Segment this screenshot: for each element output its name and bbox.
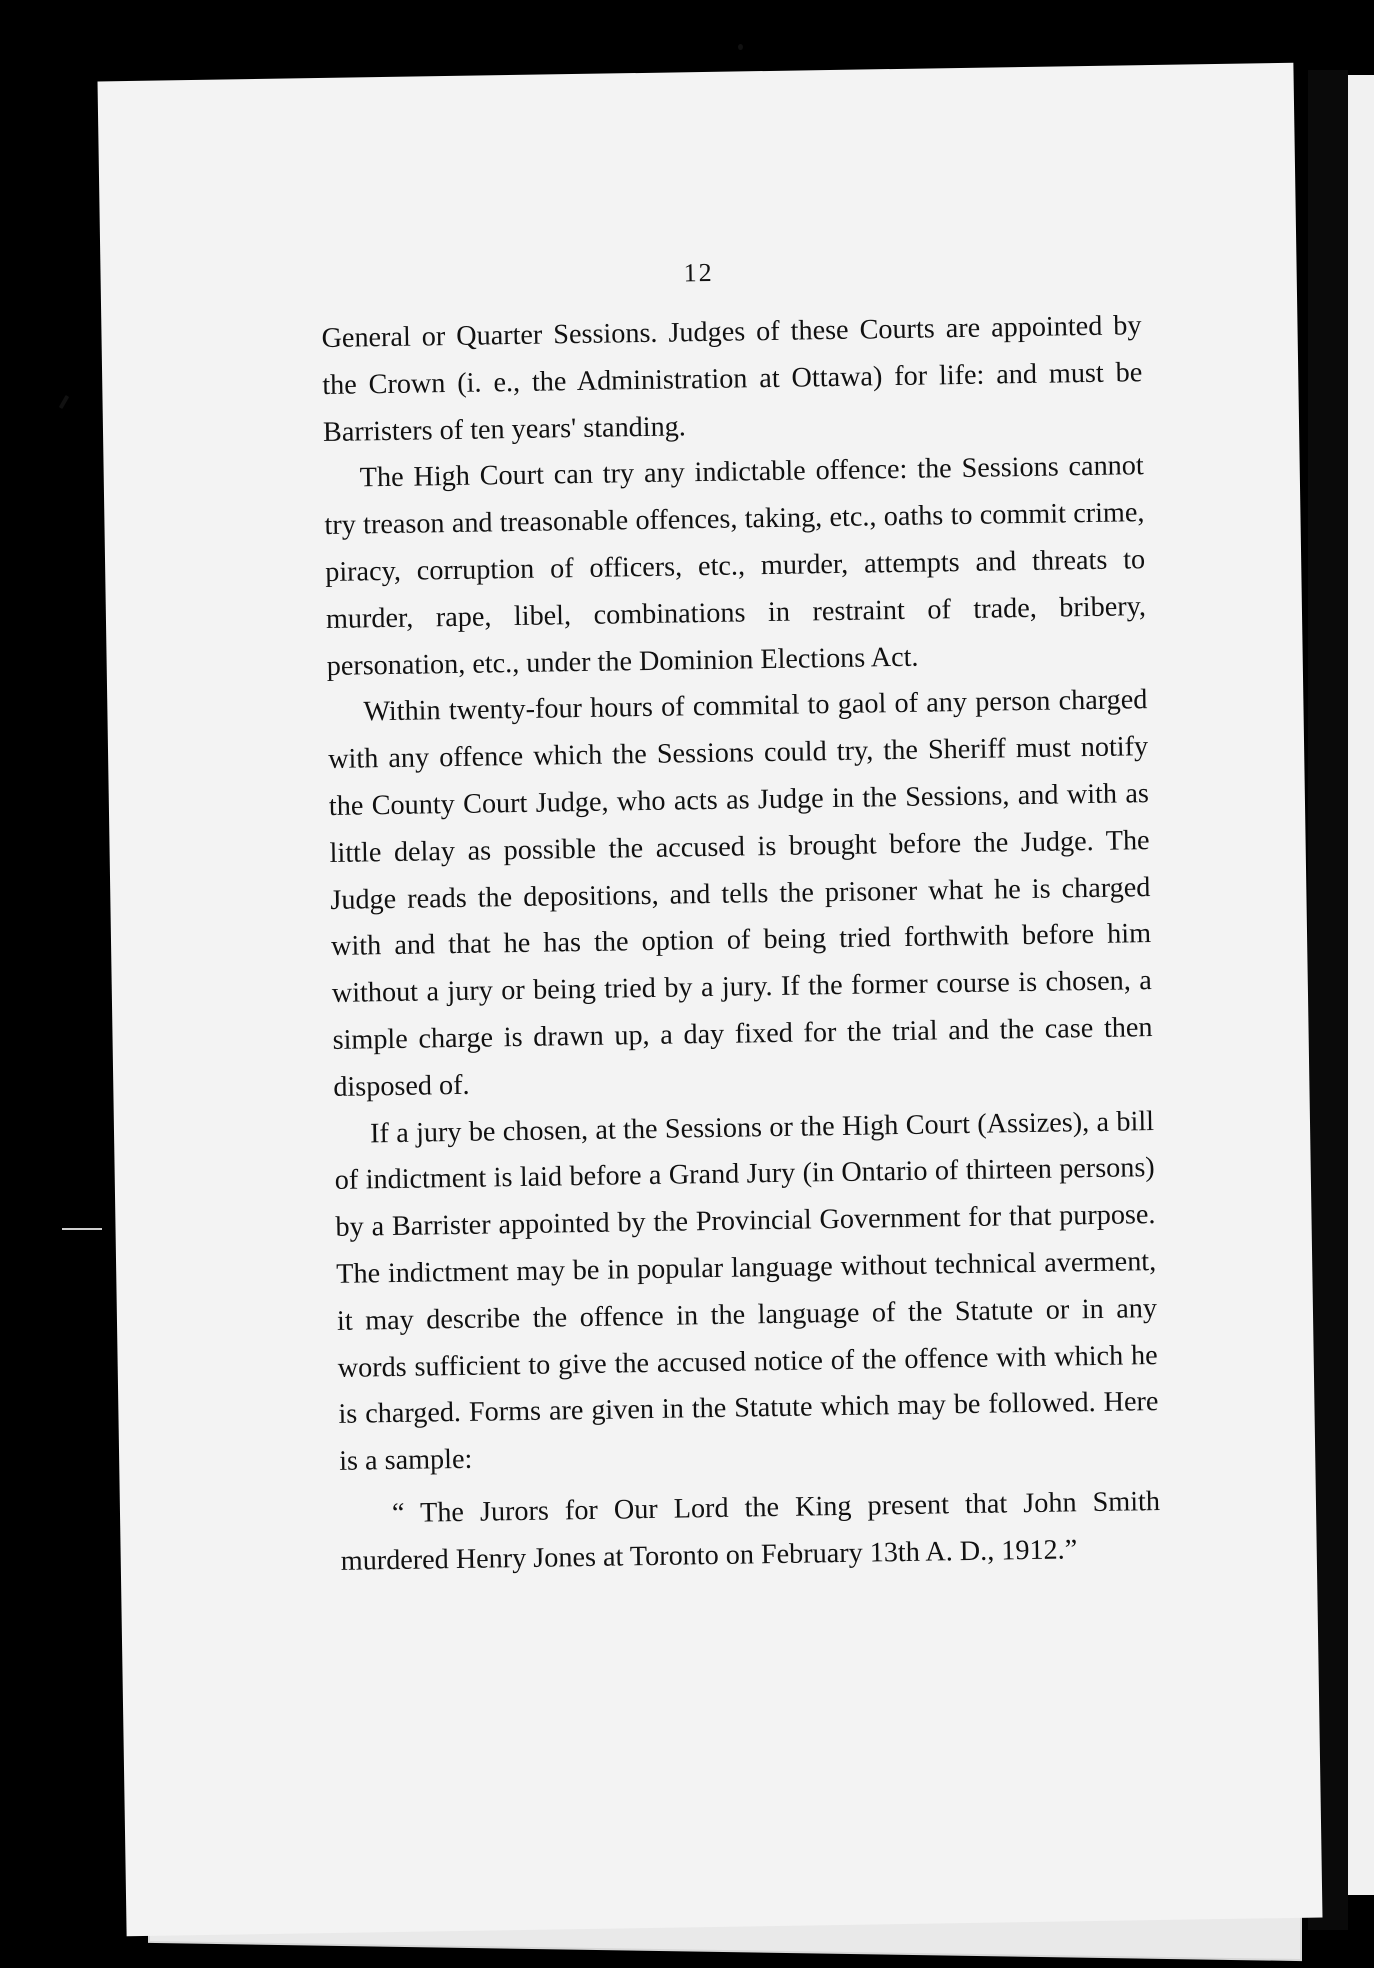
paragraph-sessions-judges: General or Quarter Sessions. Judges of these Courts are appointed by the Crown (i. e., the Administration at Ottawa) for life: and must be Barristers of ten years' standing. [321, 310, 1143, 448]
paragraph-committal-procedure: Within twenty-four hours of commital to gaol of any person charged with any offence which the Sessions could try, the Sheriff must notify the County Court Judge, who acts as Judge in the Sessions, and with as little delay as possible the accused is brought before the Judge. The Judge reads the depositions, and tells the prisoner what he is charged with and that he has the option of being tried forthwith before him without a jury or being tried by a jury. If the former course is chosen, a simple charge is drawn up, a day fixed for the trial and the case then disposed of. [327, 684, 1153, 1103]
scan-speck [59, 395, 69, 409]
scan-speck [738, 44, 743, 50]
book-page [98, 63, 1323, 1937]
facing-page-edge [1348, 75, 1374, 1895]
page-body [321, 303, 1161, 1585]
sample-indictment-quote: “ The Jurors for Our Lord the King present that John Smith murdered Henry Jones at Toronto on February 13th A. D., 1912.” [340, 1485, 1161, 1577]
paragraph-high-court-jurisdiction: The High Court can try any indictable offence: the Sessions cannot try treason and treasonable offences, taking, etc., oaths to commit crime, piracy, corruption of officers, etc., murder, attempts and threats to murder, rape, libel, combinations in restraint of trade, bribery, personation, etc., under the Dominion Elections Act. [324, 450, 1147, 682]
scan-edge-mark [62, 1228, 102, 1230]
page-number: 12 [683, 257, 714, 288]
paragraph-jury-indictment: If a jury be chosen, at the Sessions or the High Court (Assizes), a bill of indictment is laid before a Grand Jury (in Ontario of thirteen persons) by a Barrister appointed by the Provincial Government for that purpose. The indictment may be in popular language without technical averment, it may describe the offence in the language of the Statute or in any words sufficient to give the accused notice of the offence with which he is charged. Forms are given in the Statute which may be followed. Here is a sample: [334, 1105, 1159, 1478]
